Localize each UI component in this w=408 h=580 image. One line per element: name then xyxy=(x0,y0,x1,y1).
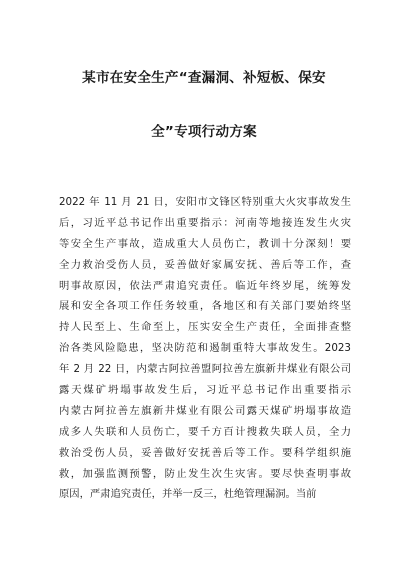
body-line: 原因，严肃追究责任，并举一反三，杜绝管理漏洞。当前 xyxy=(59,488,317,501)
body-line: 等安全生产事故，造成重大人员伤亡，教训十分深刻！要 xyxy=(59,237,351,250)
body-line: 成多人失联和人员伤亡，要千方百计搜救失联人员，全力 xyxy=(59,425,351,438)
document-title-line-2: 全”专项行动方案 xyxy=(151,124,257,140)
body-line: 明事故原因，依法严肃追究责任。临近年终岁尾，统筹发 xyxy=(59,279,351,292)
body-line: 展和安全各项工作任务较重，各地区和有关部门要始终坚 xyxy=(59,300,351,313)
body-line: 救治受伤人员，妥善做好安抚善后等工作。要科学组织施 xyxy=(59,446,351,459)
body-line: 持人民至上、生命至上，压实安全生产责任，全面排查整 xyxy=(59,321,351,334)
body-line: 后，习近平总书记作出重要指示：河南等地接连发生火灾 xyxy=(59,216,351,229)
body-line: 内蒙古阿拉善左旗新井煤业有限公司露天煤矿坍塌事故造 xyxy=(59,404,351,417)
body-line: 2022 年 11 月 21 日，安阳市文锋区特别重大火灾事故发生 xyxy=(59,196,351,208)
body-line: 年 2 月 22 日，内蒙古阿拉善盟阿拉善左旗新井煤业有限公司 xyxy=(59,363,351,376)
body-line: 治各类风险隐患，坚决防范和遏制重特大事故发生。2023 xyxy=(59,342,351,355)
body-line: 救，加强监测预警，防止发生次生灾害。要尽快查明事故 xyxy=(59,467,351,480)
body-line: 全力救治受伤人员，妥善做好家属安抚、善后等工作，查 xyxy=(59,258,351,271)
body-line: 露天煤矿坍塌事故发生后，习近平总书记作出重要指示 xyxy=(59,384,351,397)
document-body xyxy=(59,192,351,505)
document-title-line-1: 某市在安全生产“查漏洞、补短板、保安 xyxy=(82,70,326,86)
